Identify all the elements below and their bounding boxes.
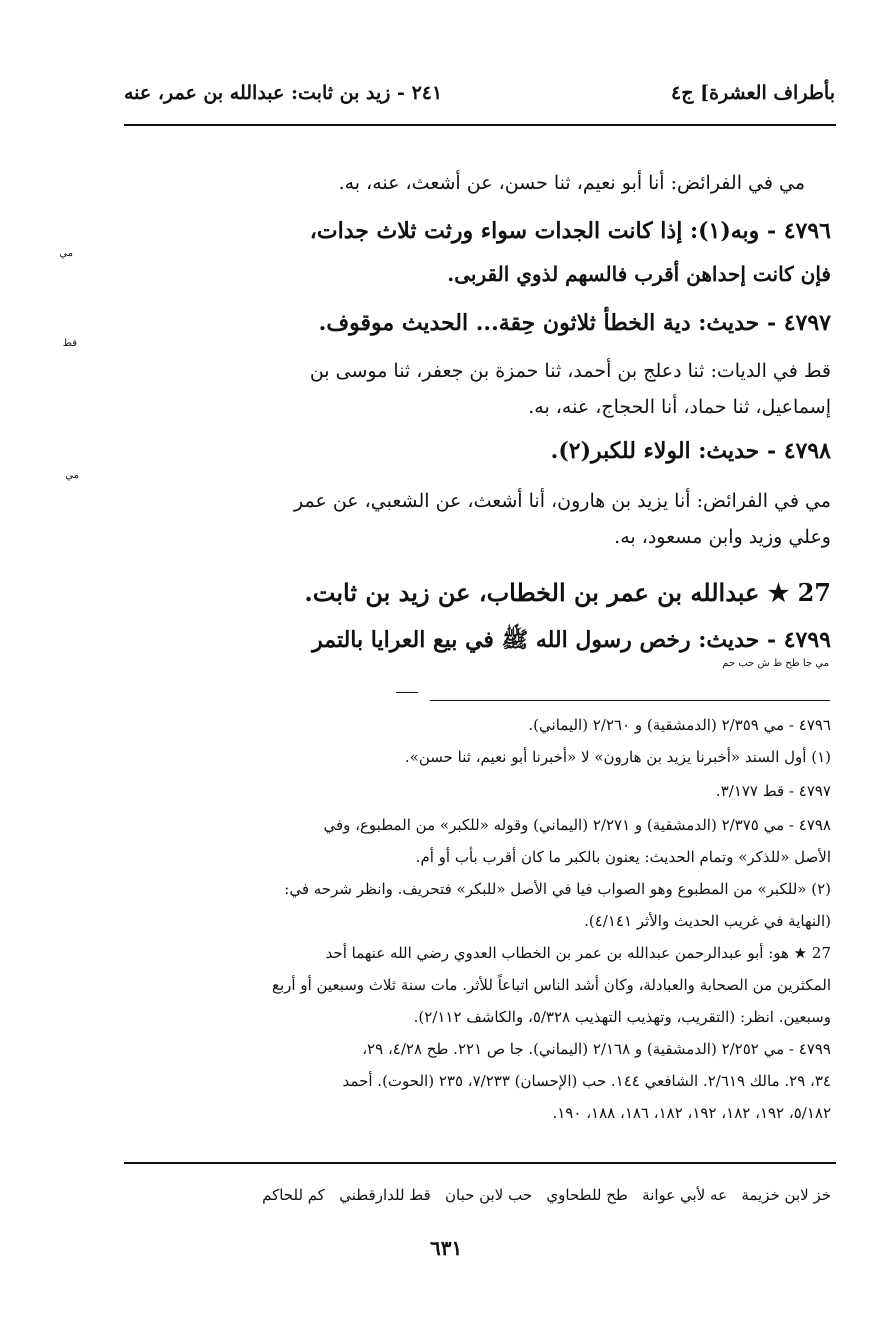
hadith-4798: ٤٧٩٨ - حديث: الولاء للكبر(٢). [550,438,831,464]
footnote-line: ٤٧٩٩ - مي ٢/٢٥٢ (الدمشقية) و ٢/١٦٨ (اليماني). جا ص ٢٢١. طح ٤/٢٨، ٢٩، [362,1040,831,1058]
margin-siglum: قط [62,338,77,349]
main-line-10: مي في الفرائض: أنا يزيد بن هارون، أنا أشعث، عن الشعبي، عن عمر [293,490,831,512]
main-line-6: قط في الديات: ثنا دعلج بن أحمد، ثنا حمزة بن جعفر، ثنا موسى بن [309,360,831,382]
header-rule [124,124,836,126]
source-sigla-4799: مي جا طح ط ش حب حم [722,658,829,669]
footnote-line: (١) أول السند «أخبرنا يزيد بن هارون» لا «أخبرنا أبو نعيم، ثنا حسن». [404,748,831,766]
footnote-rule-short [396,692,418,693]
main-line-7: إسماعيل، ثنا حماد، أنا الحجاج، عنه، به. [528,396,831,418]
footnote-line: ٤٧٩٧ - قط ٣/١٧٧. [715,782,831,800]
footnote-line: ٣٤، ٢٩. مالك ٢/٦١٩. الشافعي ١٤٤. حب (الإحسان) ٧/٢٣٣، ٢٣٥ (الحوت). أحمد [342,1072,831,1090]
footnote-rule [430,700,830,701]
hadith-4796: ٤٧٩٦ - وبه(١): إذا كانت الجدات سواء ورثت ثلاث جدات، [309,218,831,244]
hadith-4797: ٤٧٩٧ - حديث: دية الخطأ ثلاثون حِقة... الحديث موقوف. [318,310,831,336]
main-line-3: فإن كانت إحداهن أقرب فالسهم لذوي القربى. [447,262,831,286]
margin-siglum: مي [59,248,73,259]
header-book-title: بأطراف العشرة] ج٤ [671,82,835,104]
main-line-11: وعلي وزيد وابن مسعود، به. [614,526,831,548]
footnote-line: (٢) «للكبر» من المطبوع وهو الصواب فيا في الأصل «للبكر» فتحريف. وانظر شرحه في: [284,880,831,898]
footnote-line: ٤٧٩٦ - مي ٢/٣٥٩ (الدمشقية) و ٢/٢٦٠ (اليماني). [528,716,831,734]
header-section-title: ٢٤١ - زيد بن ثابت: عبدالله بن عمر، عنه [124,82,443,104]
page-number: ٦٣١ [430,1236,463,1260]
footnote-line: (النهاية في غريب الحديث والأثر ٤/١٤١). [584,912,831,930]
hadith-4799: ٤٧٩٩ - حديث: رخص رسول الله ﷺ في بيع العرايا بالتمر [312,627,831,653]
footnote-line: ٤٧٩٨ - مي ٢/٣٧٥ (الدمشقية) و ٢/٢٧١ (اليماني) وقوله «للكبر» من المطبوع، وفي [323,816,831,834]
abbreviations-key: خز لابن خزيمة عه لأبي عوانة طح للطحاوي حب لابن حبان قط للدارقطني كم للحاكم [262,1186,831,1204]
margin-siglum: مي [65,470,79,481]
abbreviations-rule [124,1162,836,1164]
chapter-heading-27: 27 ★ عبدالله بن عمر بن الخطاب، عن زيد بن ثابت. [304,578,831,607]
footnote-line: المكثرين من الصحابة والعبادلة، وكان أشد الناس اتباعاً للأثر. مات سنة ثلاث وسبعين أو أربع [272,976,831,994]
footnote-line: الأصل «للذكر» وتمام الحديث: يعنون بالكبر ما كان أقرب بأب أو أم. [415,848,831,866]
main-line-1: مي في الفرائض: أنا أبو نعيم، ثنا حسن، عن أشعث، عنه، به. [338,172,805,194]
footnote-line: 27 ★ هو: أبو عبدالرحمن عبدالله بن عمر بن الخطاب العدوي رضي الله عنهما أحد [325,944,831,962]
footnote-line: ٥/١٨٢، ١٩٢، ١٨٢، ١٩٢، ١٨٢، ١٨٦، ١٨٨، ١٩٠. [552,1104,831,1122]
footnote-line: وسبعين. انظر: (التقريب، وتهذيب التهذيب ٥/٣٢٨، والكاشف ٢/١١٢). [413,1008,831,1026]
